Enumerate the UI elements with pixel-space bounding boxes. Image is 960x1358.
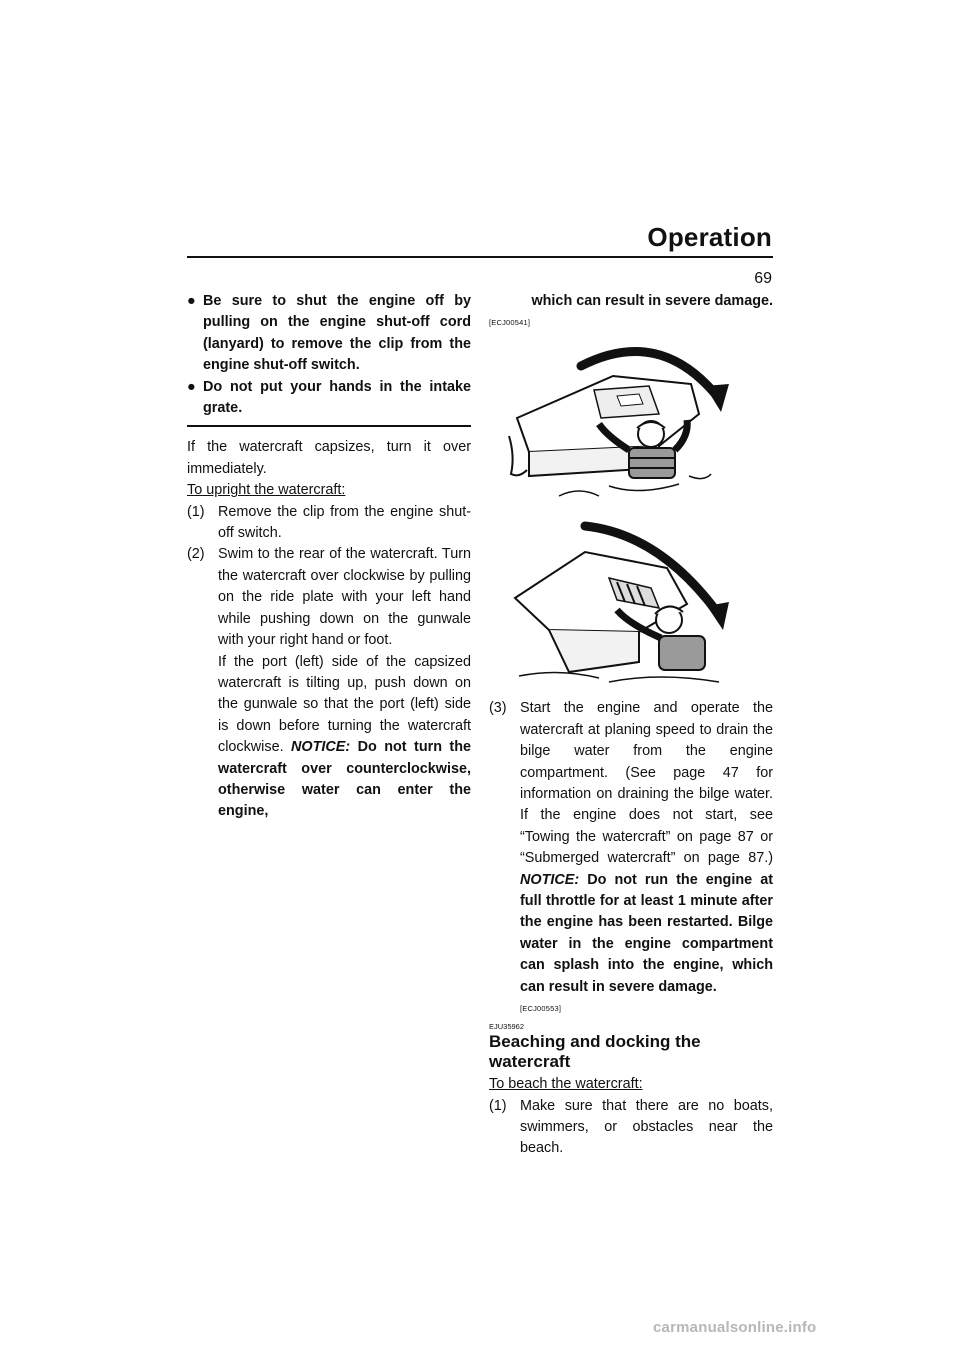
warning-bullet-text: Do not put your hands in the intake grate. (203, 378, 471, 417)
bullet-icon: ● (187, 378, 196, 395)
page-title: Operation (647, 222, 772, 252)
section-heading: Beaching and docking the watercraft (489, 1032, 701, 1072)
step-2-continued (187, 652, 471, 823)
step-text: Swim to the rear of the watercraft. Turn the watercraft over clockwise by pulling on the ride plate with your left hand while pushing down on the gunwale with your right hand or foot. (218, 546, 471, 649)
section-code: EJU35962 (489, 1022, 525, 1032)
warning-end-rule (187, 425, 471, 427)
warning-bullet-text: Be sure to shut the engine off by pulling on the engine shut-off cord (lanyard) to remove the clip from the engine shut-off switch. (203, 293, 471, 374)
warning-bullet-2 (187, 377, 471, 420)
page-number: 69 (754, 270, 772, 287)
warning-bullet-1 (187, 291, 471, 377)
beach-step-1 (489, 1096, 773, 1160)
step-text: Start the engine and operate the watercraft at planing speed to drain the bilge water from the engine compartment. (See page 47 for information on draining the bilge water. If the engine does not start, see “Towing the watercraft” on page 87 or “Submerged watercraft” on page 87.) (520, 700, 773, 867)
subheading-beach: To beach the watercraft: (489, 1076, 643, 1093)
illustration-uprighting-watercraft-2 (489, 512, 773, 688)
watermark: carmanualsonline.info (653, 1319, 817, 1336)
step-number: (2) (187, 546, 205, 563)
notice-label: NOTICE: (291, 739, 351, 756)
notice-label: NOTICE: (520, 871, 580, 888)
illustration-uprighting-watercraft-1 (489, 336, 773, 506)
step-2 (187, 544, 471, 651)
reference-code: [ECJ00553] (520, 1004, 562, 1014)
step-3 (489, 698, 773, 998)
intro-paragraph: If the watercraft capsizes, turn it over immediately. (187, 439, 471, 477)
step-text: Make sure that there are no boats, swimmers, or obstacles near the beach. (520, 1097, 773, 1157)
subheading-upright: To upright the watercraft: (187, 482, 346, 499)
left-column (187, 291, 471, 823)
title-rule (187, 256, 773, 258)
step-text: If the port (left) side of the capsized watercraft is tilting up, push down on the gunwale so that the port (left) side is down before turning the watercraft clockwise. (218, 653, 471, 756)
step-number: (1) (489, 1097, 507, 1114)
reference-code: [ECJ00541] (489, 318, 531, 328)
step-1 (187, 502, 471, 545)
notice-continuation: which can result in severe damage. (531, 293, 773, 309)
step-text: Remove the clip from the engine shut-off switch. (218, 503, 471, 542)
bullet-icon: ● (187, 293, 196, 309)
notice-text: Do not turn the watercraft over counterclockwise, otherwise water can enter the engine, (218, 739, 472, 820)
right-column (489, 291, 773, 1160)
notice-text: Do not run the engine at full throttle for at least 1 minute after the engine has been restarted. Bilge water in the engine compartment can splash into the engine, which can result in severe damage. (520, 871, 773, 995)
step-number: (3) (489, 700, 507, 717)
step-number: (1) (187, 503, 205, 520)
